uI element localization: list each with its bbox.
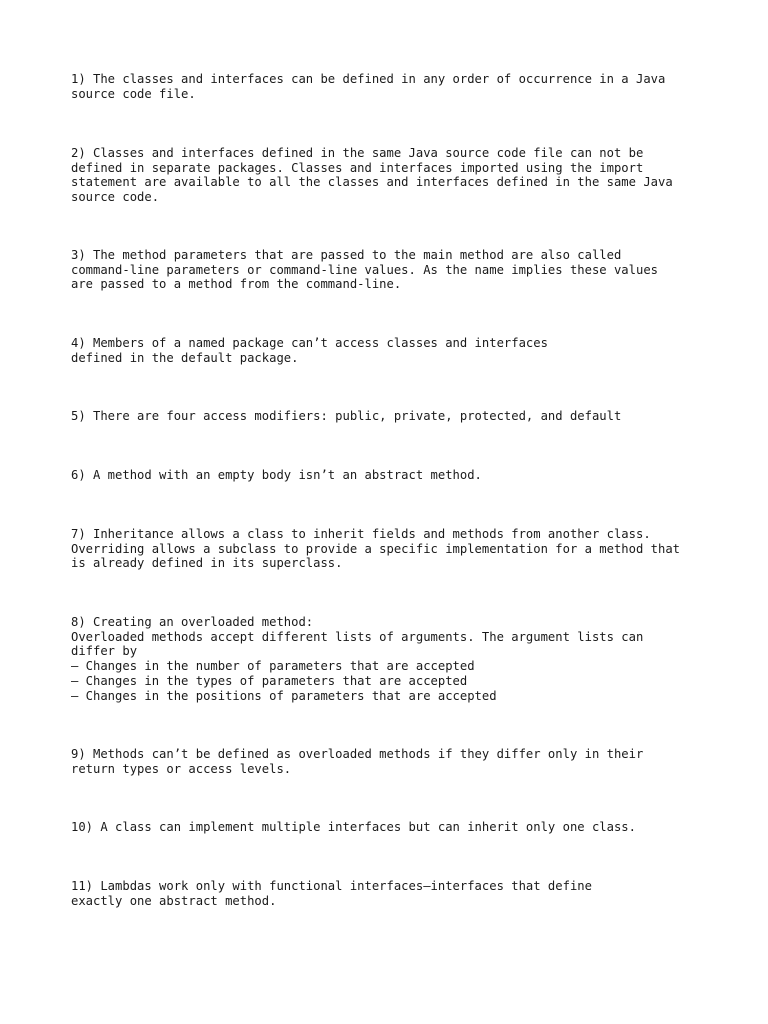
note-7: 7) Inheritance allows a class to inherit fields and methods from another class. Overriding allows a subclass to provide a specific implementation for a method that is already defined in its superclass.: [71, 527, 681, 571]
note-2: 2) Classes and interfaces defined in the same Java source code file can not be defined in separate packages. Classes and interfaces imported using the import statement are available to all the classes and interfaces defined in the same Java source code.: [71, 146, 673, 205]
note-6: 6) A method with an empty body isn’t an abstract method.: [71, 468, 482, 482]
note-10: 10) A class can implement multiple interfaces but can inherit only one class.: [71, 820, 636, 834]
note-9: 9) Methods can’t be defined as overloaded methods if they differ only in their return types or access levels.: [71, 747, 644, 776]
note-3: 3) The method parameters that are passed to the main method are also called command-line parameters or command-line values. As the name implies these values are passed to a method from the command-line.: [71, 248, 658, 292]
note-11: 11) Lambdas work only with functional interfaces—interfaces that define exactly one abstract method.: [71, 879, 592, 908]
note-8: 8) Creating an overloaded method: Overloaded methods accept different lists of arguments. The argument lists can differ by – Changes in the number of parameters that are accepted – Changes in the types of parameters that are accepted – Changes in the positions of parameters that are accepted: [71, 615, 644, 703]
note-5: 5) There are four access modifiers: public, private, protected, and default: [71, 409, 622, 423]
note-4: 4) Members of a named package can’t access classes and interfaces defined in the default package.: [71, 336, 548, 365]
note-1: 1) The classes and interfaces can be defined in any order of occurrence in a Java source code file.: [71, 72, 666, 101]
